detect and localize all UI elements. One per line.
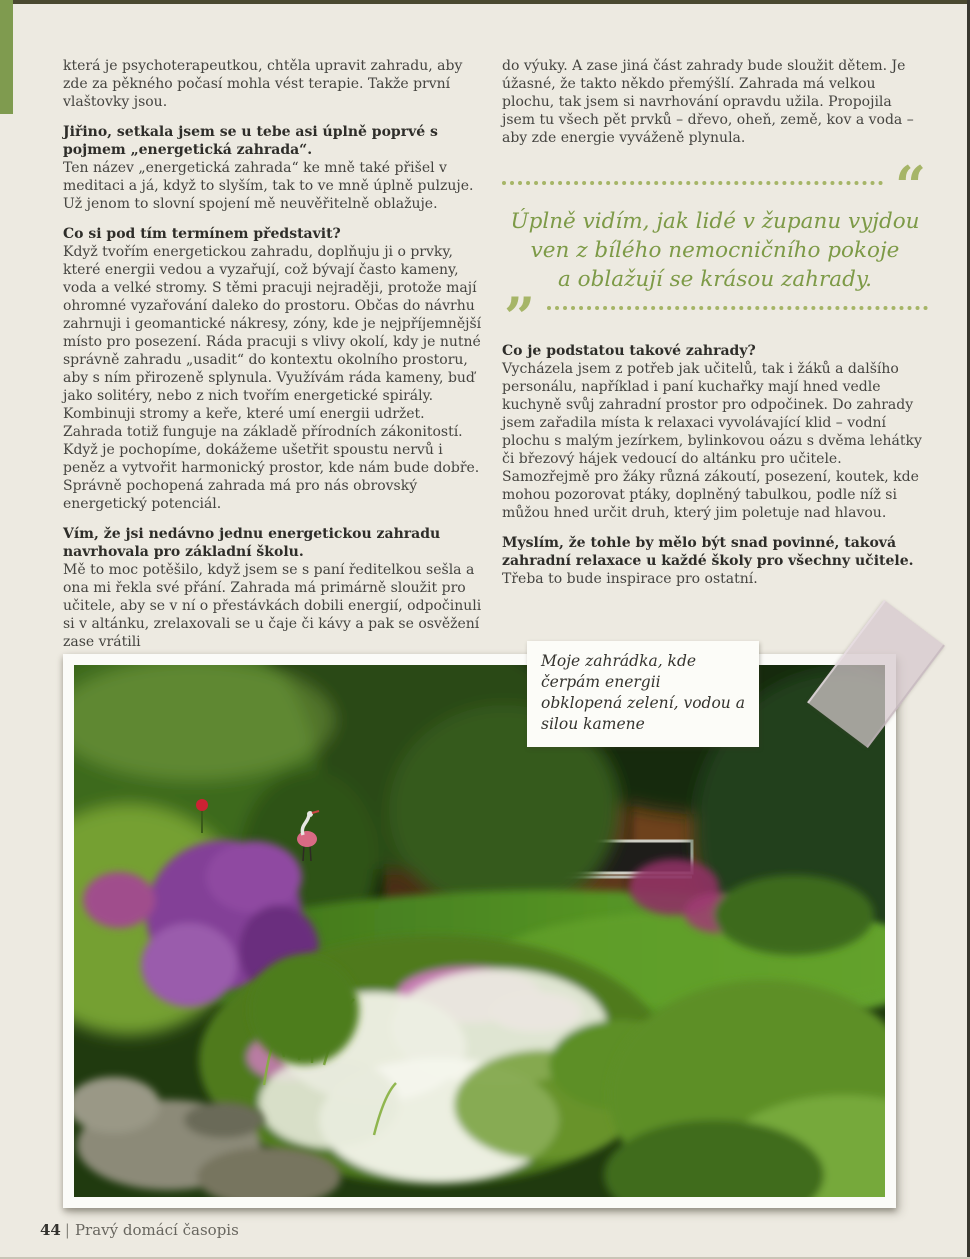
page-top-edge — [0, 0, 970, 4]
body-paragraph: Když tvořím energetickou zahradu, doplňuju ji o prvky, které energii vedou a vyzařují, což bývají často kameny, voda a velké stromy. S těmi pracuji nejraději, protože mají ohromné vyzařování daleko do prostoru. Občas do návrhu zahrnuji i geomantické nákresy, zóny, kde je nejpříjemnější místo pro posezení. Ráda pracuji s vlivy okolí, kdy je nutné správně zahradu „usadit“ do kontextu okolního prostoru, aby s ním přirozeně splynula. Využívám ráda kameny, buď jako solitéry, nebo z nich tvořím energetické spirály. Kombinuji stromy a keře, které umí energii udržet. Zahrada totiž funguje na základě přírodních zákonitostí. Když je pochopíme, dokážeme ušetřit spoustu nervů i peněz a vytvořit harmonický prostor, kde nám bude dobře. Správně pochopená zahrada má pro nás obrovský energetický potenciál. — [63, 244, 482, 512]
body-paragraph: která je psychoterapeutkou, chtěla upravit zahradu, aby zde za pěkného počasí mohla vést terapie. Takže první vlaštovky jsou. — [63, 58, 463, 110]
left-column — [63, 57, 487, 651]
garden-photo-illustration — [74, 665, 885, 1197]
green-corner-mark — [0, 0, 13, 114]
interview-question: Vím, že jsi nedávno jednu energetickou zahradu navrhovala pro základní školu. — [63, 526, 441, 560]
close-quote-icon: ” — [504, 285, 536, 349]
magazine-title: Pravý domácí časopis — [74, 1221, 239, 1239]
pull-quote — [502, 154, 928, 349]
body-paragraph: Třeba to bude inspirace pro ostatní. — [502, 571, 758, 587]
dotted-divider — [502, 181, 883, 185]
body-paragraph: do výuky. A zase jiná část zahrady bude sloužit dětem. Je úžasné, že takto někdo přemýšlí. Zahrada má velkou plochu, tak jsem si navrhování opravdu užila. Propojila jsem tu všech pět prvků – dřevo, oheň, země, kov a voda – aby zde energie vyváženě plynula. — [502, 58, 914, 146]
photo-caption — [527, 641, 759, 747]
pull-quote-top-rule — [502, 154, 928, 218]
page-number: 44 — [40, 1221, 61, 1239]
garden-photo — [63, 654, 896, 1208]
body-paragraph: Vycházela jsem z potřeb jak učitelů, tak i žáků a dalšího personálu, například i paní kuchařky mají hned vedle kuchyně svůj zahradní prostor pro odpočinek. Do zahrady jsem zařadila místa k relaxaci vyvolávající klid – vodní plochu s malým jezírkem, bylinkovou oázu s dvěma lehátky či březový hájek vedoucí do altánku pro učitele. Samozřejmě pro žáky různá zákoutí, posezení, koutek, kde mohou pozorovat ptáky, doplněný tabulkou, podle níž si můžou hned určit druh, který jim poletuje nad hlavou. — [502, 361, 922, 521]
dotted-divider — [547, 306, 928, 310]
photo-caption-text: Moje zahrádka, kde čerpám energii obklopená zelení, vodou a silou kamene — [541, 652, 745, 733]
page-footer — [40, 1220, 239, 1240]
pull-quote-bottom-rule — [502, 285, 928, 349]
interview-question: Co si pod tím termínem představit? — [63, 226, 341, 242]
body-paragraph: Mě to moc potěšilo, když jsem se s paní ředitelkou sešla a ona mi řekla své přání. Zahrada má primárně sloužit pro učitele, aby se v ní o přestávkách dobili energií, odpočinuli si v altánku, zrelaxovali se u čaje či kávy a pak se osvěžení zase vrátili — [63, 562, 482, 650]
interview-question: Jiřino, setkala jsem se u tebe asi úplně poprvé s pojmem „energetická zahrada“. — [63, 124, 438, 158]
pull-quote-text: Úplně vidím, jak lidé v županu vyjdou ven z bílého nemocničního pokoje a oblažují se krásou zahrady. — [510, 209, 920, 292]
open-quote-icon: “ — [894, 154, 926, 218]
body-paragraph: Ten název „energetická zahrada“ ke mně také přišel v meditaci a já, když to slyším, tak to ve mně úplně pulzuje. Už jenom to slovní spojení mě neuvěřitelně oblažuje. — [63, 160, 474, 212]
footer-divider: | — [64, 1221, 70, 1239]
interview-question: Co je podstatou takové zahrady? — [502, 343, 756, 359]
interview-question: Myslím, že tohle by mělo být snad povinné, taková zahradní relaxace u každé školy pro všechny učitele. — [502, 535, 914, 569]
right-column — [502, 57, 928, 588]
